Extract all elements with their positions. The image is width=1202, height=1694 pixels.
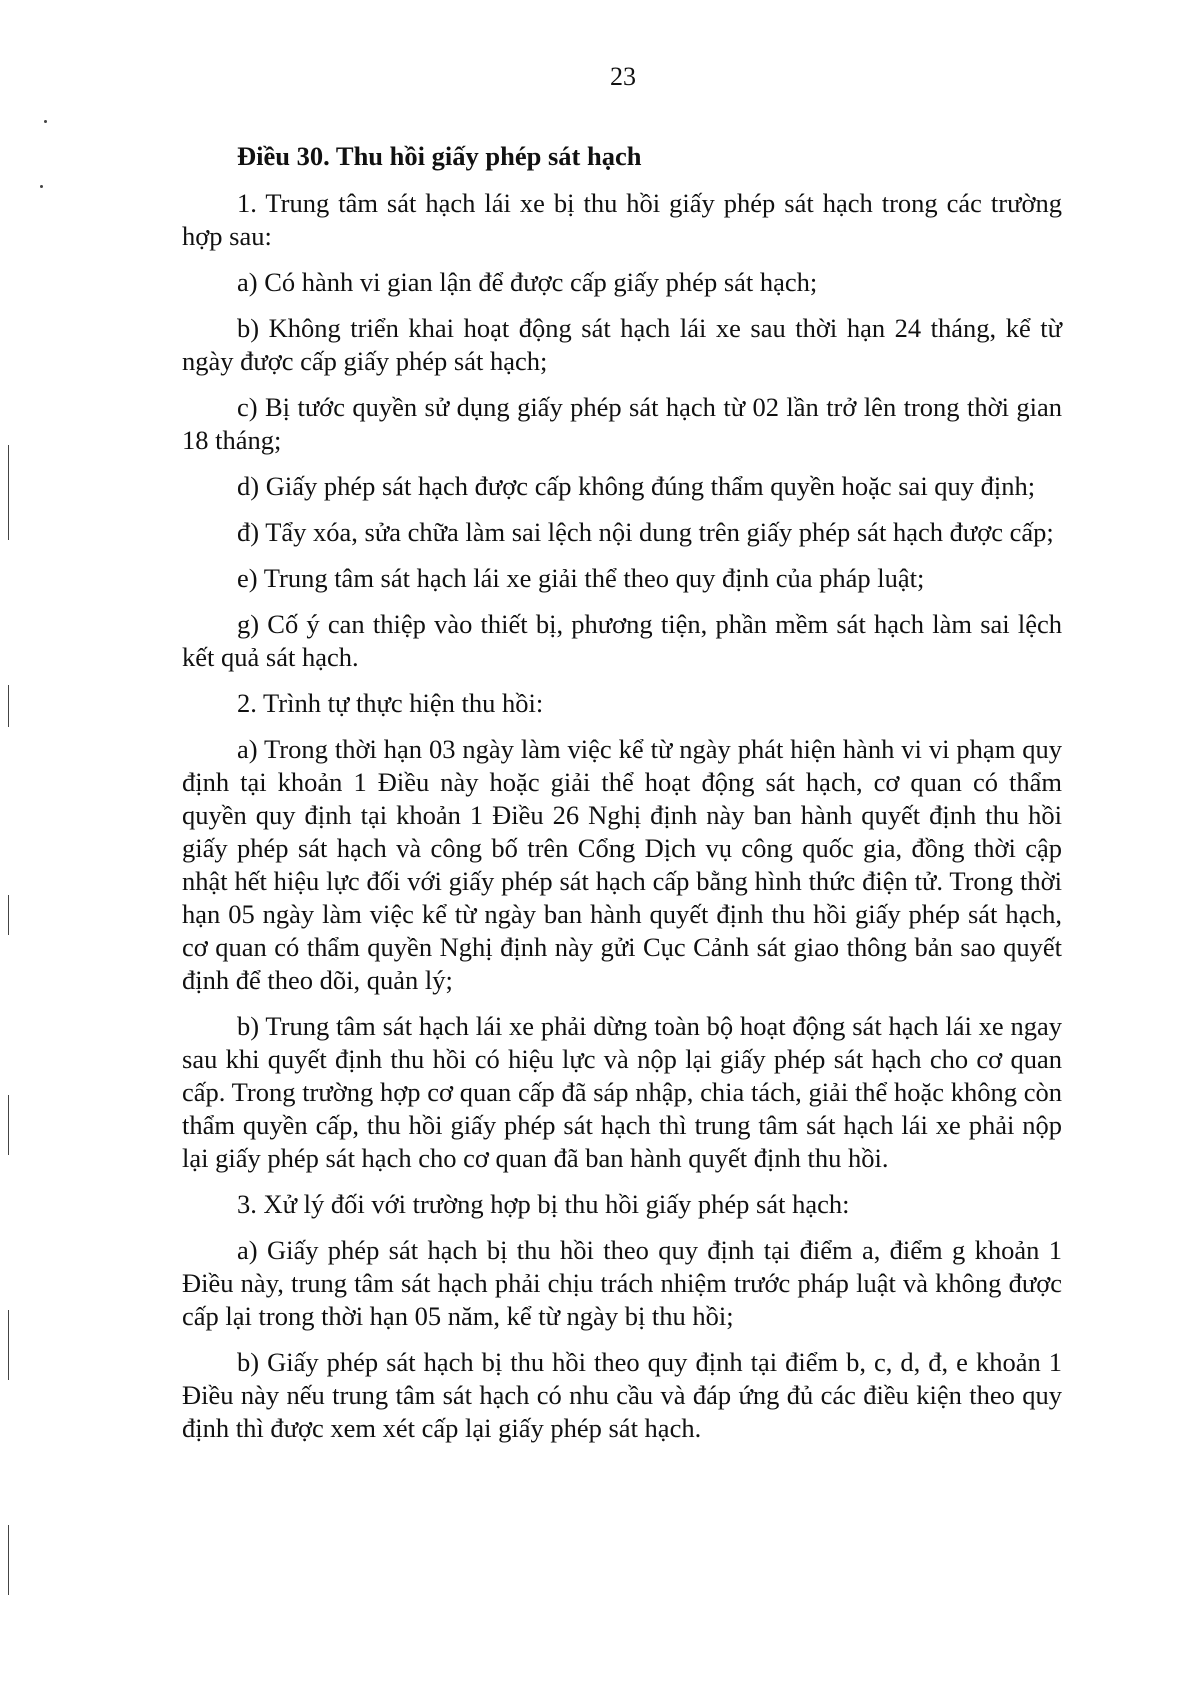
scan-mark-dot — [40, 185, 43, 188]
scan-mark-line — [8, 1095, 9, 1155]
paragraph-clause-1g: g) Cố ý can thiệp vào thiết bị, phương tiện, phần mềm sát hạch làm sai lệch kết quả sát hạch. — [182, 609, 1062, 672]
scan-mark-dot — [44, 120, 47, 123]
paragraph-clause-1e: e) Trung tâm sát hạch lái xe giải thể theo quy định của pháp luật; — [237, 563, 925, 593]
paragraph-clause-1dd: đ) Tẩy xóa, sửa chữa làm sai lệch nội dung trên giấy phép sát hạch được cấp; — [237, 517, 1054, 547]
paragraph-clause-2: 2. Trình tự thực hiện thu hồi: — [237, 688, 544, 718]
paragraph-clause-1a: a) Có hành vi gian lận để được cấp giấy phép sát hạch; — [237, 267, 818, 297]
article-heading: Điều 30. Thu hồi giấy phép sát hạch — [237, 141, 642, 171]
paragraph-clause-1d: d) Giấy phép sát hạch được cấp không đúng thẩm quyền hoặc sai quy định; — [237, 471, 1036, 501]
scan-mark-line — [8, 1310, 9, 1380]
paragraph-clause-3: 3. Xử lý đối với trường hợp bị thu hồi giấy phép sát hạch: — [237, 1189, 850, 1219]
page-number: 23 — [610, 62, 636, 91]
scan-mark-line — [8, 1525, 9, 1595]
scan-mark-line — [8, 895, 9, 935]
paragraph-clause-1c: c) Bị tước quyền sử dụng giấy phép sát hạch từ 02 lần trở lên trong thời gian 18 tháng; — [182, 392, 1062, 455]
paragraph-clause-1b: b) Không triển khai hoạt động sát hạch lái xe sau thời hạn 24 tháng, kể từ ngày được cấp giấy phép sát hạch; — [182, 313, 1062, 376]
paragraph-clause-3b: b) Giấy phép sát hạch bị thu hồi theo quy định tại điểm b, c, d, đ, e khoản 1 Điều này nếu trung tâm sát hạch có nhu cầu và đáp ứng đủ các điều kiện theo quy định thì được xem xét cấp lại giấy phép sát hạch. — [182, 1347, 1062, 1443]
article-body — [182, 140, 1062, 1458]
paragraph-clause-3a: a) Giấy phép sát hạch bị thu hồi theo quy định tại điểm a, điểm g khoản 1 Điều này, trung tâm sát hạch phải chịu trách nhiệm trước pháp luật và không được cấp lại trong thời hạn 05 năm, kể từ ngày bị thu hồi; — [182, 1235, 1062, 1331]
scan-mark-line — [8, 685, 9, 727]
scan-mark-line — [8, 445, 9, 540]
paragraph-clause-2b: b) Trung tâm sát hạch lái xe phải dừng toàn bộ hoạt động sát hạch lái xe ngay sau khi quyết định thu hồi có hiệu lực và nộp lại giấy phép sát hạch cho cơ quan cấp. Trong trường hợp cơ quan cấp đã sáp nhập, chia tách, giải thể hoặc không còn thẩm quyền cấp, thu hồi giấy phép sát hạch thì trung tâm sát hạch lái xe phải nộp lại giấy phép sát hạch cho cơ quan đã ban hành quyết định thu hồi. — [182, 1011, 1062, 1173]
paragraph-clause-2a: a) Trong thời hạn 03 ngày làm việc kể từ ngày phát hiện hành vi vi phạm quy định tại khoản 1 Điều này hoặc giải thể hoạt động sát hạch, cơ quan có thẩm quyền quy định tại khoản 1 Điều 26 Nghị định này ban hành quyết định thu hồi giấy phép sát hạch và công bố trên Cổng Dịch vụ công quốc gia, đồng thời cập nhật hết hiệu lực đối với giấy phép sát hạch cấp bằng hình thức điện tử. Trong thời hạn 05 ngày làm việc kể từ ngày ban hành quyết định thu hồi giấy phép sát hạch, cơ quan có thẩm quyền Nghị định này gửi Cục Cảnh sát giao thông bản sao quyết định để theo dõi, quản lý; — [182, 734, 1062, 995]
paragraph-clause-1: 1. Trung tâm sát hạch lái xe bị thu hồi giấy phép sát hạch trong các trường hợp sau: — [182, 188, 1062, 251]
